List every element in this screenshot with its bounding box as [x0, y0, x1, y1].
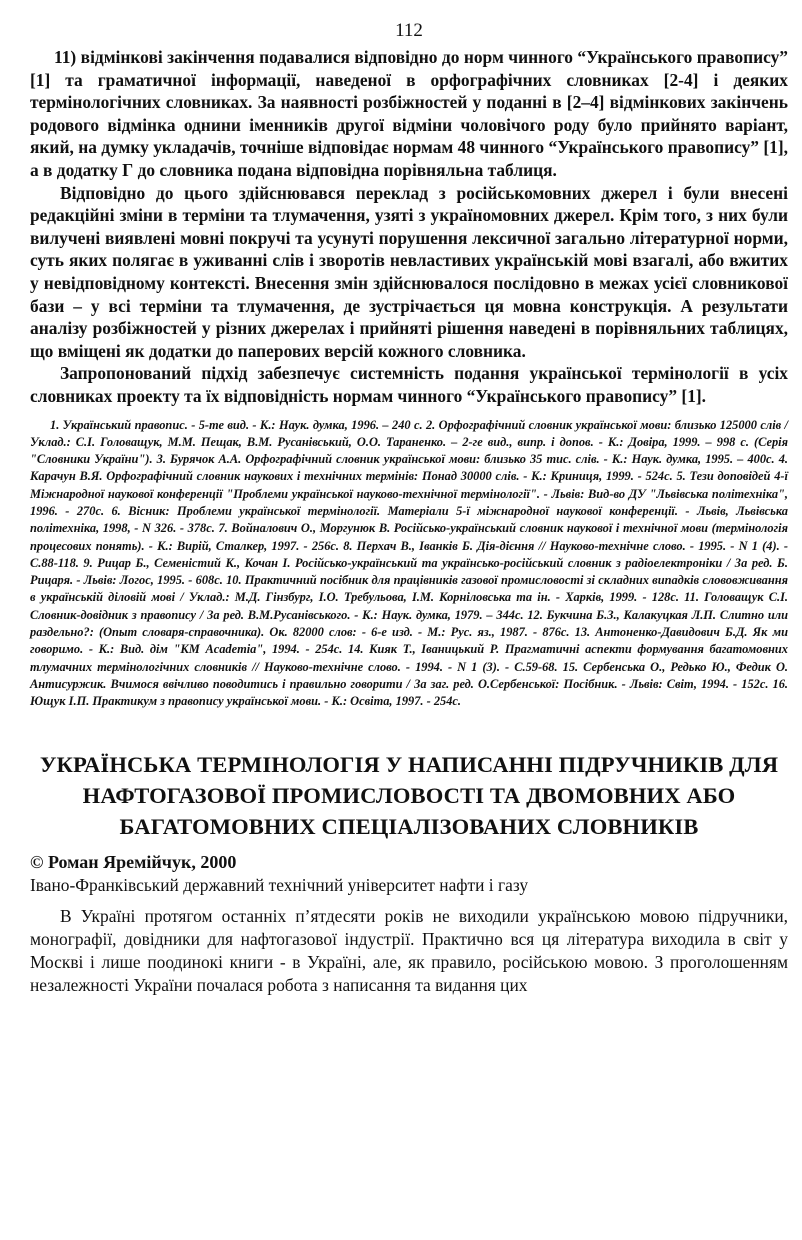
- article-author: © Роман Яремійчук, 2000: [30, 851, 237, 872]
- paragraph-3: Запропонований підхід забезпечує системність подання української термінології в усіх словниках проекту та їх відповідність нормам чинного “Українського правопису” [1].: [30, 363, 788, 406]
- body-text: [30, 46, 788, 408]
- article-title: УКРАЇНСЬКА ТЕРМІНОЛОГІЯ У НАПИСАННІ ПІДРУЧНИКІВ ДЛЯ НАФТОГАЗОВОЇ ПРОМИСЛОВОСТІ ТА ДВОМОВНИХ АБО БАГАТОМОВНИХ СПЕЦІАЛІЗОВАНИХ СЛОВНИКІВ: [39, 751, 779, 839]
- article-affiliation: Івано-Франківський державний технічний університет нафти і газу: [30, 874, 529, 895]
- page-number: 112: [395, 20, 423, 41]
- paragraph-1: 11) відмінкові закінчення подавалися відповідно до норм чинного “Українського правопису” [1] та граматичної інформації, наведеної в орфографічних словниках [2-4] і деяких термінологічних словниках. За наявності розбіжностей у поданні в [2–4] відмінкових закінчень родового відмінка однини іменників другої відміни чоловічого роду було прийнято варіант, який, на думку укладачів, точніше відповідає нормам 48 чинного “Українського правопису” [1], а в додатку Г до словника подана відповідна порівняльна таблиця.: [30, 47, 788, 180]
- article-intro: [30, 905, 788, 997]
- intro-paragraph: В Україні протягом останніх п’ятдесяти років не виходили українською мовою підручники, монографії, довідники для нафтогазової індустрії. Практично вся ця література виходила в світ у Москві і лише поодинокі книги - в Україні, але, як правило, російською мовою. З проголошенням незалежності України почалася робота з написання та видання цих: [30, 905, 788, 995]
- paragraph-2: Відповідно до цього здійснювався переклад з російськомовних джерел і були внесені редакційні зміни в терміни та тлумачення, узяті з україномовних джерел. Крім того, з них були вилучені виявлені мовні покручі та усунуті порушення лексичної загально літературної норми, суть яких полягає в уживанні слів і зворотів невластивих українській мові взагалі, або вжитих у невідповідному контексті. Внесення змін здійснювалося послідовно в межах усієї словникової бази – у всі терміни та тлумачення, де зустрічається ця мовна конструкція. А результати аналізу розбіжностей у різних джерелах і прийняті рішення наведені в порівняльних таблицях, що вміщені як додатки до паперових версій кожного словника.: [30, 182, 788, 361]
- reference-list: 1. Український правопис. - 5-те вид. - К.: Наук. думка, 1996. – 240 с. 2. Орфографічний словник української мови: близько 125000 слів / Уклад.: С.І. Головащук, М.М. Пещак, В.М. Русанівський, О.О. Тараненко. – 2-ге вид., випр. і допов. - К.: Довіра, 1999. – 998 с. (Серія "Словники України"). 3. Бурячок А.А. Орфографічний словник української мови: близько 35 тис. слів. - К.: Наук. думка, 1995. – 400с. 4. Карачун В.Я. Орфографічний словник наукових і технічних термінів: Понад 30000 слів. - К.: Криниця, 1999. - 524с. 5. Тези доповідей 4-ї Міжнародної наукової конференції "Проблеми української науково-технічної термінології". - Львів: Вид-во ДУ "Львівська політехніка", 1996. - 270с. 6. Вісник: Проблеми української термінології. Матеріали 5-ї міжнародної наукової конференції. - Львів, Львівська політехніка, 1998, - N 326. - 378с. 7. Войналович О., Моргунюк В. Російсько-український словник наукової і технічної мови (термінологія процесових понять). - К.: Вирій, Сталкер, 1997. - 256с. 8. Перхач В., Іванків Б. Дія-дієння // Науково-технічне слово. - 1995. - N 1 (4). - С.88-118. 9. Рицар Б., Семеністий К., Кочан І. Російсько-український та українсько-російський словник з радіоелектроніки / За ред. Б. Рицаря. - Львів: Логос, 1995. - 608с. 10. Практичний посібник для працівників газової промисловості зі складних випадків слововживання в українській діловій мові / Уклад.: М.Д. Гінзбург, І.О. Требульова, І.М. Корніловська та ін. - Харків, 1999. - 128с. 11. Головащук С.І. Словник-довідник з правопису / За ред. В.М.Русанівського. - К.: Наук. думка, 1979. – 344с. 12. Букчина Б.З., Калакуцкая Л.П. Слитно или раздельно?: (Опыт словаря-справочника). Ок. 82000 слов: - 6-е изд. - М.: Рус. яз., 1987. - 876с. 13. Антоненко-Давидович Б.Д. Як ми говоримо. - К.: Вид. дім "КМ Academia", 1994. - 254с. 14. Кияк Т., Іваницький Р. Прагматичні аспекти формування багатомовних тлумачних термінологічних словників // Науково-технічне слово. - 1994. - N 1 (3). - С.59-68. 15. Сербенська О., Редько Ю., Федик О. Антисуржик. Вчимося ввічливо поводитись і правильно говорити / За заг. ред. О.Сербенської: Посібник. - Львів: Світ, 1994. - 152с. 16. Ющук І.П. Практикум з правопису української мови. - К.: Освіта, 1997. - 254с.: [30, 417, 788, 709]
